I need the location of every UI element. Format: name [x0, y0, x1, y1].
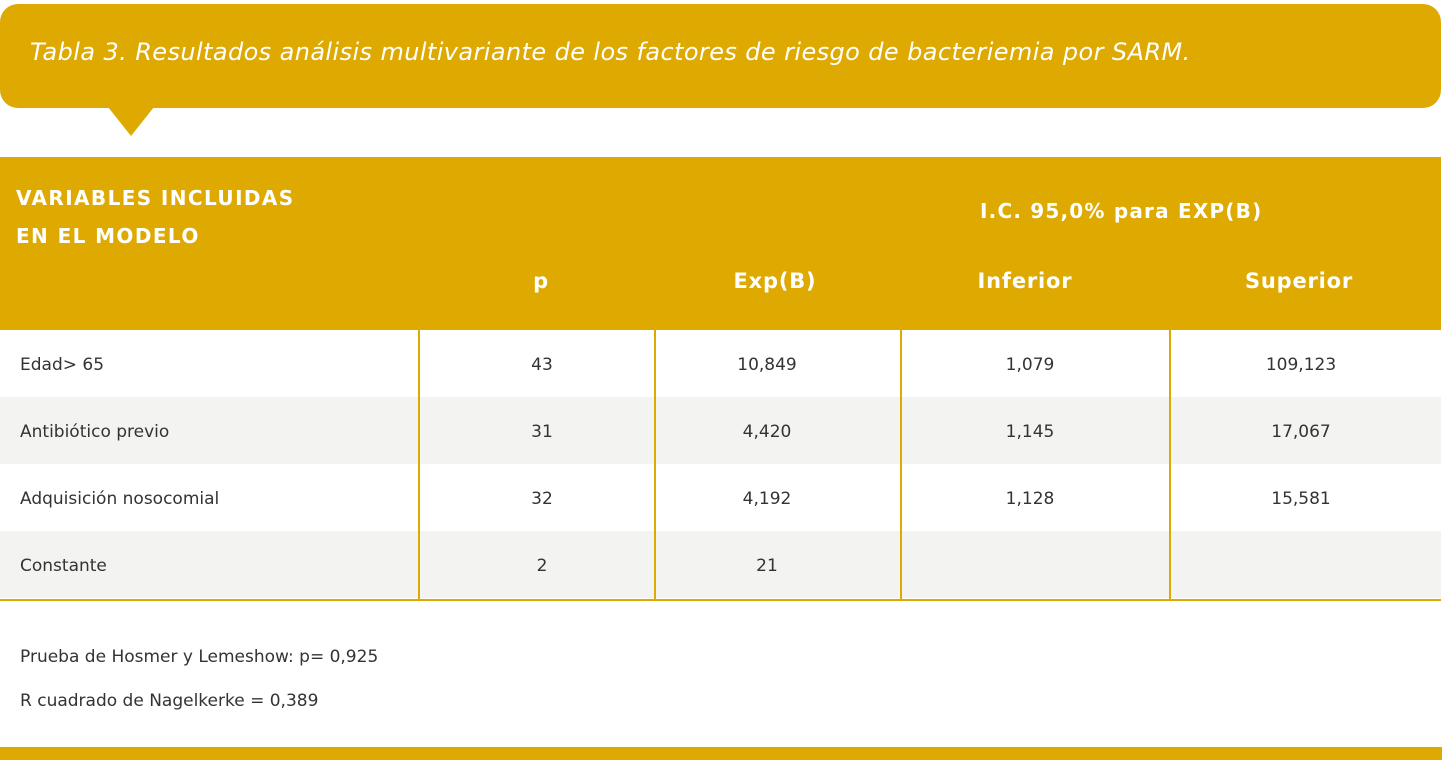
table-notes	[20, 645, 378, 733]
cell-variable: Constante	[20, 556, 107, 576]
header-expb: Exp(B)	[733, 269, 817, 293]
table-bottom-rule	[0, 599, 1441, 601]
header-ci-group: I.C. 95,0% para EXP(B)	[980, 199, 1263, 223]
caption-banner	[0, 4, 1441, 108]
cell-inferior: 1,128	[1005, 489, 1055, 509]
cell-p: 43	[531, 355, 553, 375]
header-inferior: Inferior	[977, 269, 1073, 293]
cell-expb: 10,849	[737, 355, 797, 375]
table-row	[0, 531, 1441, 598]
cell-variable: Edad> 65	[20, 355, 105, 375]
column-divider	[418, 330, 420, 600]
cell-expb: 4,192	[742, 489, 792, 509]
cell-expb: 21	[756, 556, 778, 576]
cell-variable: Antibiótico previo	[20, 422, 170, 442]
column-divider	[900, 330, 902, 600]
cell-p: 31	[531, 422, 553, 442]
cell-p: 32	[531, 489, 553, 509]
column-divider	[1169, 330, 1171, 600]
cell-p: 2	[536, 556, 548, 576]
table-body	[0, 330, 1441, 598]
note-nagelkerke: R cuadrado de Nagelkerke = 0,389	[20, 691, 319, 711]
cell-variable: Adquisición nosocomial	[20, 489, 220, 509]
cell-expb: 4,420	[742, 422, 792, 442]
cell-inferior: 1,145	[1005, 422, 1055, 442]
table-row	[0, 397, 1441, 464]
note-hosmer-lemeshow: Prueba de Hosmer y Lemeshow: p= 0,925	[20, 647, 379, 667]
header-variables-line1: VARIABLES INCLUIDAS	[16, 186, 295, 210]
cell-superior: 17,067	[1271, 422, 1331, 442]
header-p: p	[533, 269, 549, 293]
header-variables	[16, 179, 295, 255]
caption-pointer	[108, 107, 154, 136]
table-caption: Tabla 3. Resultados análisis multivariante de los factores de riesgo de bacteriemia por SARM.	[30, 38, 1191, 66]
cell-inferior: 1,079	[1005, 355, 1055, 375]
table-row	[0, 330, 1441, 397]
header-superior: Superior	[1244, 269, 1354, 293]
bottom-bar	[0, 747, 1442, 760]
cell-superior: 15,581	[1271, 489, 1331, 509]
cell-superior: 109,123	[1265, 355, 1337, 375]
table-row	[0, 464, 1441, 531]
header-variables-line2: EN EL MODELO	[16, 224, 200, 248]
table-header	[0, 157, 1441, 330]
column-divider	[654, 330, 656, 600]
